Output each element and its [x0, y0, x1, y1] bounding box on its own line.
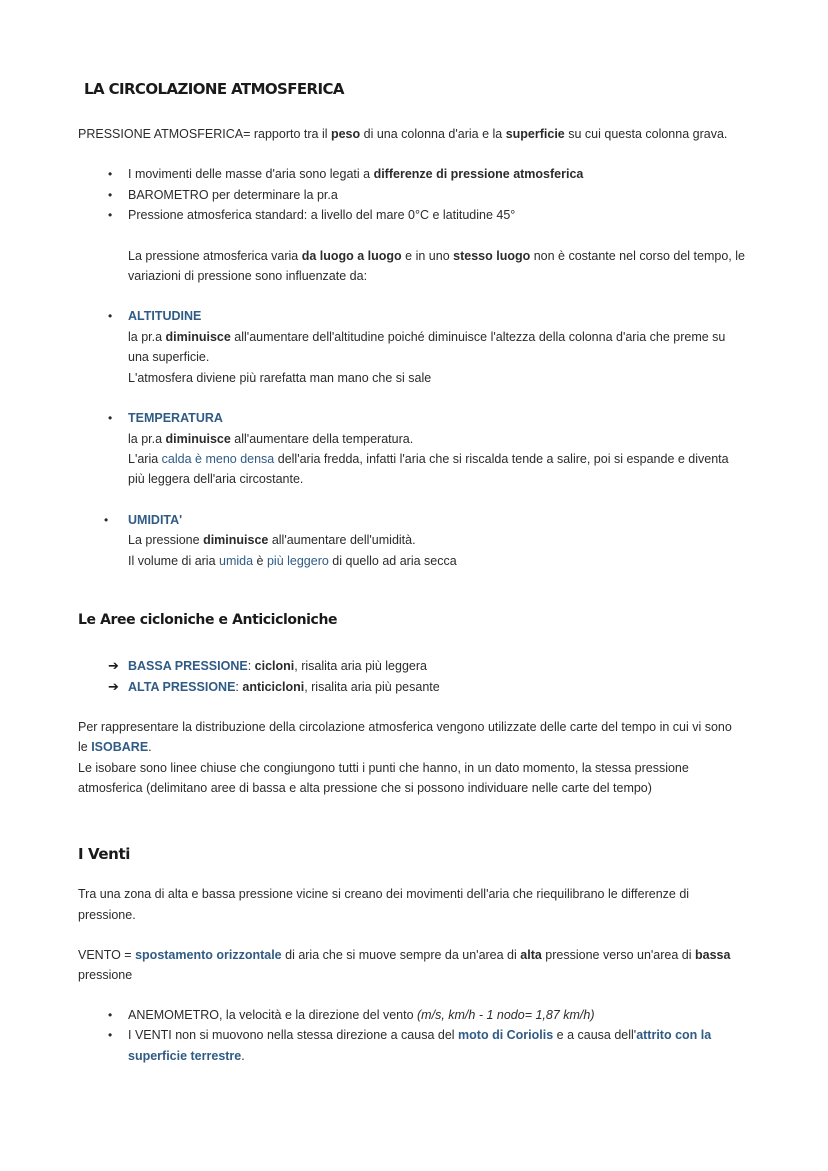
temperatura-heading: TEMPERATURA: [128, 411, 223, 425]
list-item: I VENTI non si muovono nella stessa direzione a causa del moto di Coriolis e a causa dell'attrito con la: [128, 1028, 712, 1042]
paragraph-line: la pr.a diminuisce all'aumentare della temperatura.: [128, 432, 414, 446]
list-item: BAROMETRO per determinare la pr.a: [128, 188, 338, 202]
definition-line: PRESSIONE ATMOSFERICA= rapporto tra il peso di una colonna d'aria e la superficie su cui questa colonna grava.: [78, 127, 728, 141]
list-item: I movimenti delle masse d'aria sono legati a differenze di pressione atmosferica: [128, 167, 584, 181]
umidita-heading: UMIDITA': [128, 513, 183, 527]
paragraph-line: Il volume di aria umida è più leggero di quello ad aria secca: [128, 554, 457, 568]
bullet-icon: •: [108, 208, 113, 222]
bullet-icon: •: [104, 513, 109, 527]
paragraph-line: L'atmosfera diviene più rarefatta man mano che si sale: [128, 371, 432, 385]
list-item: ALTA PRESSIONE: anticicloni, risalita aria più pesante: [128, 680, 440, 694]
bullet-icon: •: [108, 1008, 113, 1022]
arrow-right-icon: ➔: [108, 658, 119, 673]
paragraph-line: L'aria calda è meno densa dell'aria fredda, infatti l'aria che si riscalda tende a salire, poi si espande e diventa: [128, 452, 729, 466]
paragraph-line: Le isobare sono linee chiuse che congiungono tutti i punti che hanno, in un dato momento, la stessa pressione: [78, 761, 689, 775]
section-title: Le Aree cicloniche e Anticicloniche: [78, 612, 338, 628]
paragraph-line: VENTO = spostamento orizzontale di aria che si muove sempre da un'area di alta pressione verso un'area di bassa: [78, 948, 731, 962]
paragraph-line: le ISOBARE.: [78, 740, 152, 754]
paragraph-line: pressione: [78, 968, 133, 982]
bullet-icon: •: [108, 1028, 113, 1042]
paragraph-line: La pressione diminuisce all'aumentare dell'umidità.: [128, 533, 416, 547]
paragraph-line: una superficie.: [128, 350, 210, 364]
list-item: BASSA PRESSIONE: cicloni, risalita aria più leggera: [128, 659, 427, 673]
page-title: LA CIRCOLAZIONE ATMOSFERICA: [84, 80, 344, 98]
paragraph-line: La pressione atmosferica varia da luogo a luogo e in uno stesso luogo non è costante nel corso del tempo, le: [128, 249, 745, 263]
paragraph-line: pressione.: [78, 908, 136, 922]
paragraph-line: più leggera dell'aria circostante.: [128, 472, 304, 486]
paragraph-line: variazioni di pressione sono influenzate da:: [128, 269, 368, 283]
bullet-icon: •: [108, 411, 113, 425]
bullet-icon: •: [108, 309, 113, 323]
altitudine-heading: ALTITUDINE: [128, 309, 202, 323]
list-item: ANEMOMETRO, la velocità e la direzione del vento (m/s, km/h - 1 nodo= 1,87 km/h): [128, 1008, 595, 1022]
list-item: Pressione atmosferica standard: a livello del mare 0°C e latitudine 45°: [128, 208, 516, 222]
bullet-icon: •: [108, 188, 113, 202]
paragraph-line: atmosferica (delimitano aree di bassa e alta pressione che si possono individuare nelle carte del tempo): [78, 781, 652, 795]
paragraph-line: Per rappresentare la distribuzione della circolazione atmosferica vengono utilizzate delle carte del tempo in cui vi sono: [78, 720, 732, 734]
paragraph-line: Tra una zona di alta e bassa pressione vicine si creano dei movimenti dell'aria che riequilibrano le differenze di: [78, 887, 690, 901]
list-item-continuation: superficie terrestre.: [128, 1049, 245, 1063]
arrow-right-icon: ➔: [108, 679, 119, 694]
paragraph-line: la pr.a diminuisce all'aumentare dell'altitudine poiché diminuisce l'altezza della colonna d'aria che preme su: [128, 330, 726, 344]
bullet-icon: •: [108, 167, 113, 181]
section-title: I Venti: [78, 845, 130, 863]
